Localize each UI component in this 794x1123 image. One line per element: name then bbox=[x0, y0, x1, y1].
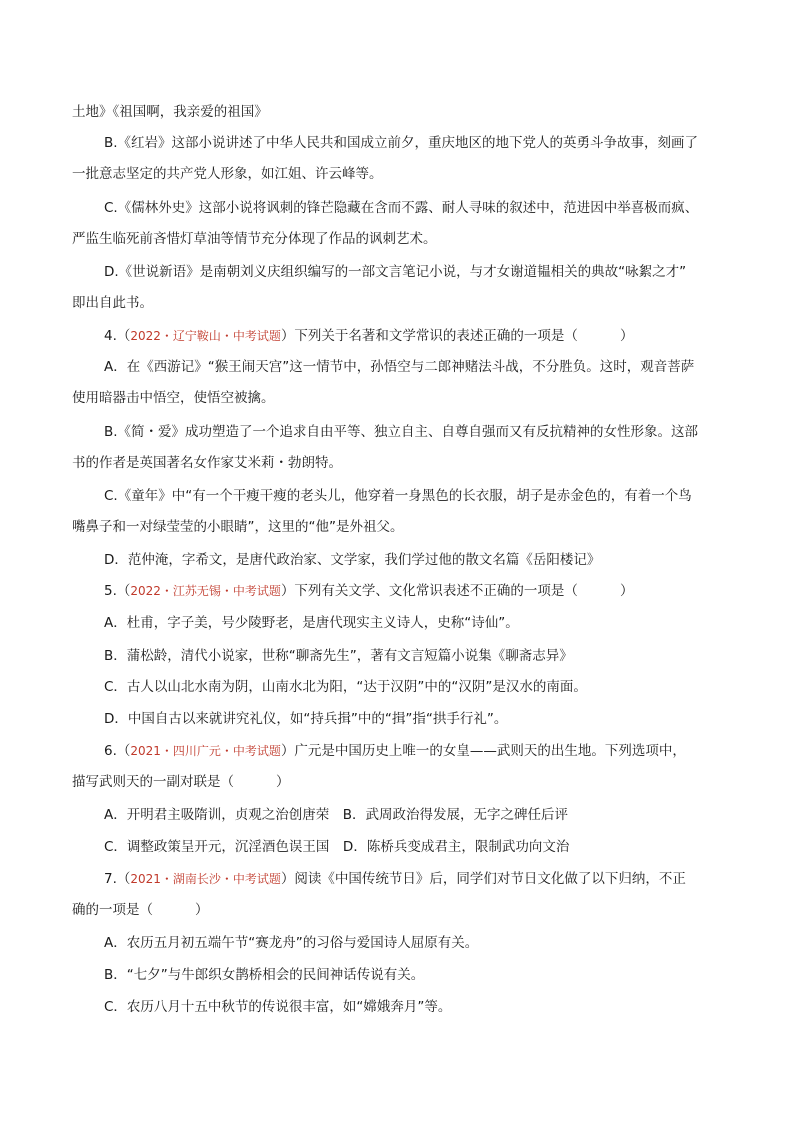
question-text: ）下列有关文学、文化常识表述不正确的一项是（ bbox=[280, 583, 578, 599]
question-6-stem-cont bbox=[72, 772, 732, 792]
option-line: A．在《西游记》“猴王闹天宫”这一情节中，孙悟空与二郎神赌法斗战，不分胜负。这时，观音菩萨 bbox=[104, 359, 695, 375]
option-line: B．“七夕”与牛郎织女鹊桥相会的民间神话传说有关。 bbox=[104, 967, 425, 983]
question-6-stem bbox=[104, 741, 732, 761]
option-line: A．农历五月初五端午节“赛龙舟”的习俗与爱国诗人屈原有关。 bbox=[104, 935, 479, 951]
text-line: 土地》《祖国啊，我亲爱的祖国》 bbox=[72, 104, 268, 120]
option-line: C.《童年》中“有一个干瘦干瘦的老头儿，他穿着一身黑色的长衣服，胡子是赤金色的，有着一个鸟 bbox=[104, 488, 692, 504]
option-line: D．中国自古以来就讲究礼仪，如“持兵揖”中的“揖”指“拱手行礼”。 bbox=[104, 711, 508, 727]
question-4-stem bbox=[104, 326, 732, 346]
text-line: C.《儒林外史》这部小说将讽刺的锋芒隐藏在含而不露、耐人寻味的叙述中，范进因中举喜极而疯、 bbox=[104, 200, 699, 216]
option-line: B.《简・爱》成功塑造了一个追求自由平等、独立自主、自尊自强而又有反抗精神的女性形象。这部 bbox=[104, 424, 699, 440]
option-line: A．开明君主吸隋训，贞观之治创唐荣 B．武周政治得发展，无字之碑任后评 bbox=[104, 807, 568, 823]
question-number: 5.（ bbox=[104, 583, 131, 599]
question-5-stem bbox=[104, 581, 732, 601]
text-line: B.《红岩》这部小说讲述了中华人民共和国成立前夕，重庆地区的地下党人的英勇斗争故事，刻画了 bbox=[104, 135, 699, 151]
option-line: C．古人以山北水南为阴，山南水北为阳，“达于汉阴”中的“汉阴”是汉水的南面。 bbox=[104, 679, 587, 695]
option-line: 嘴鼻子和一对绿莹莹的小眼睛”，这里的“他”是外祖父。 bbox=[72, 519, 404, 535]
text-line: 一批意志坚定的共产党人形象，如江姐、许云峰等。 bbox=[72, 166, 383, 182]
text-line: 严监生临死前吝惜灯草油等情节充分体现了作品的讽刺艺术。 bbox=[72, 231, 437, 247]
text-line: D.《世说新语》是南朝刘义庆组织编写的一部文言笔记小说，与才女谢道韫相关的典故“咏絮之才” bbox=[104, 264, 687, 280]
option-line: 使用暗器击中悟空，使悟空被擒。 bbox=[72, 390, 275, 406]
question-text: ）下列关于名著和文学常识的表述正确的一项是（ bbox=[280, 328, 578, 344]
question-source: 2022・辽宁鞍山・中考试题 bbox=[130, 329, 281, 343]
question-source: 2021・四川广元・中考试题 bbox=[130, 744, 281, 758]
question-text: 描写武则天的一副对联是（ bbox=[72, 774, 234, 790]
question-close: ） bbox=[195, 902, 209, 918]
option-line: B．蒲松龄，清代小说家，世称“聊斋先生”，著有文言短篇小说集《聊斋志异》 bbox=[104, 648, 573, 664]
question-number: 6.（ bbox=[104, 743, 131, 759]
question-text: ）广元是中国历史上唯一的女皇——武则天的出生地。下列选项中， bbox=[280, 743, 686, 759]
question-close: ） bbox=[619, 328, 634, 344]
option-line: C．调整政策呈开元，沉淫酒色误王国 D．陈桥兵变成君主，限制武功向文治 bbox=[104, 839, 570, 855]
option-line: A．杜甫，字子美，号少陵野老，是唐代现实主义诗人，史称“诗仙”。 bbox=[104, 615, 519, 631]
question-text: ）阅读《中国传统节日》后，同学们对节日文化做了以下归纳，不正 bbox=[280, 871, 686, 887]
question-text: 确的一项是（ bbox=[72, 902, 153, 918]
question-number: 4.（ bbox=[104, 328, 131, 344]
question-7-stem-cont bbox=[72, 900, 732, 920]
question-number: 7.（ bbox=[104, 871, 131, 887]
option-line: D．范仲淹，字希文，是唐代政治家、文学家，我们学过他的散文名篇《岳阳楼记》 bbox=[104, 552, 601, 568]
option-line: 书的作者是英国著名女作家艾米莉・勃朗特。 bbox=[72, 455, 342, 471]
question-close: ） bbox=[276, 774, 290, 790]
text-line: 即出自此书。 bbox=[72, 295, 153, 311]
question-7-stem bbox=[104, 869, 732, 889]
question-source: 2021・湖南长沙・中考试题 bbox=[130, 872, 281, 886]
option-line: C．农历八月十五中秋节的传说很丰富，如“嫦娥奔月”等。 bbox=[104, 999, 452, 1015]
question-close: ） bbox=[619, 583, 634, 599]
question-source: 2022・江苏无锡・中考试题 bbox=[130, 584, 281, 598]
